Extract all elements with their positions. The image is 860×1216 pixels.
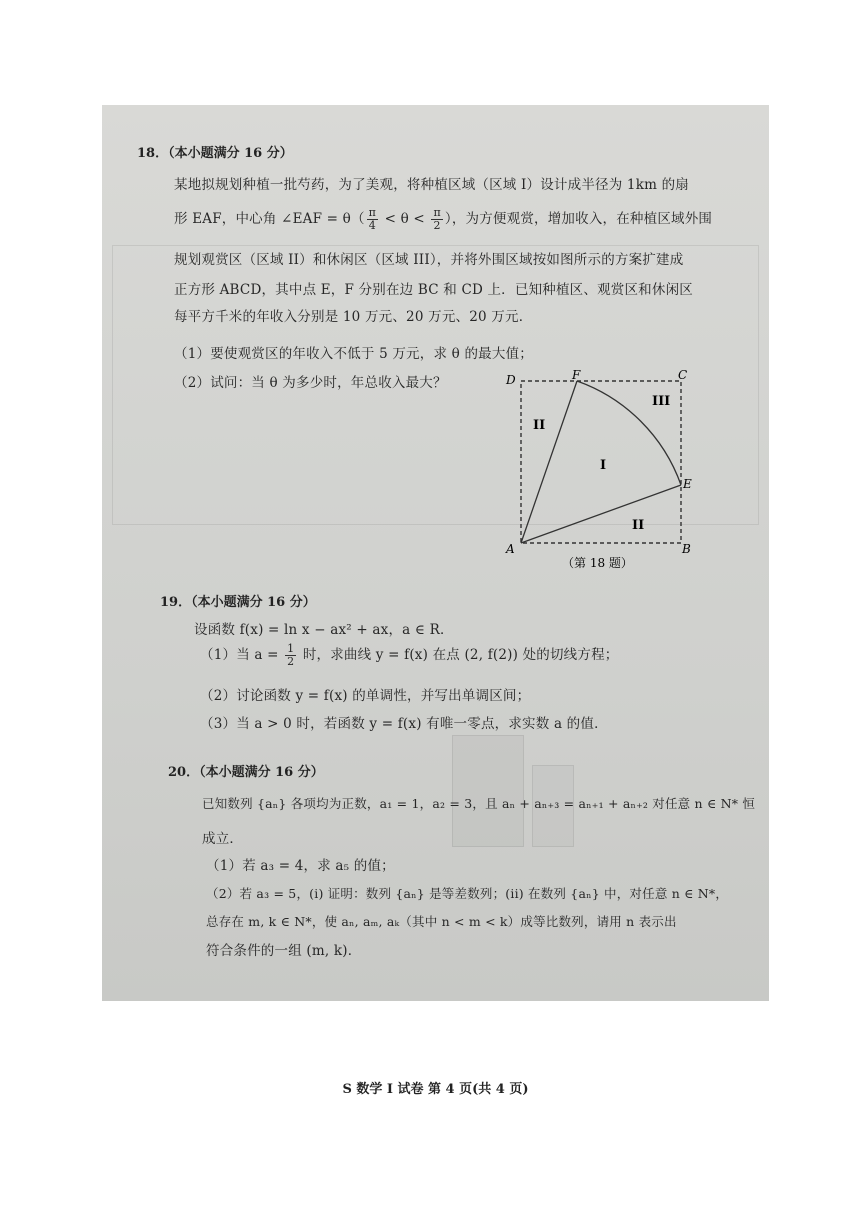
q18-line2-pre: 形 EAF，中心角 ∠EAF = θ（: [174, 211, 365, 227]
label-d: D: [506, 373, 516, 387]
q18-frac-pi-2: [431, 207, 442, 232]
frac-denominator: 2: [433, 219, 441, 232]
page-footer: S 数学 I 试卷 第 4 页(共 4 页): [342, 1082, 529, 1097]
segment-af: [521, 381, 577, 543]
q20-part2-line3: 符合条件的一组 (m, k)．: [206, 943, 362, 959]
frac-numerator: π: [368, 206, 377, 219]
frac-numerator: π: [433, 206, 441, 219]
frac-denominator: 4: [368, 219, 376, 232]
q18-part2: （2）试问：当 θ 为多少时，年总收入最大？: [174, 375, 447, 391]
segment-ae: [521, 485, 681, 543]
q18-frac-pi-4: [367, 207, 378, 232]
label-e: E: [683, 477, 692, 491]
q18-line2: [174, 207, 712, 232]
q19-frac-1-2: [285, 643, 296, 668]
q20-line1: 已知数列 {aₙ} 各项均为正数，a₁ = 1，a₂ = 3，且 aₙ + aₙ₊₃ = aₙ₊₁ + aₙ₊₂ 对任意 n ∈ N* 恒: [202, 796, 756, 811]
q19-part1: [200, 643, 618, 668]
region-ii-left: II: [533, 418, 546, 433]
region-ii-bottom: II: [632, 518, 645, 533]
q20-part2-line2: 总存在 m, k ∈ N*，使 aₙ, aₘ, aₖ（其中 n < m < k）成等比数列，请用 n 表示出: [206, 914, 677, 929]
q19-part1-post: 时，求曲线 y = f(x) 在点 (2, f(2)) 处的切线方程；: [298, 647, 619, 663]
q20-part2-line1: （2）若 a₃ = 5，(i) 证明：数列 {aₙ} 是等差数列；(ii) 在数列 {aₙ} 中，对任意 n ∈ N*，: [206, 886, 729, 901]
region-iii: III: [652, 394, 671, 409]
q18-part1: （1）要使观赏区的年收入不低于 5 万元，求 θ 的最大值；: [174, 346, 533, 362]
q18-figure: [502, 367, 702, 572]
q20-part1: （1）若 a₃ = 4，求 a₅ 的值；: [206, 858, 395, 874]
q19-part1-pre: （1）当 a =: [200, 647, 284, 663]
q18-header: 18．（本小题满分 16 分）: [137, 146, 293, 161]
figure-caption: （第 18 题）: [562, 556, 633, 570]
frac-denominator: 2: [287, 655, 295, 668]
frac-numerator: 1: [287, 642, 295, 655]
q20-line2: 成立．: [202, 831, 244, 847]
q18-line3: 规划观赏区（区域 II）和休闲区（区域 III），并将外围区域按如图所示的方案扩建成: [174, 252, 684, 268]
q18-line2-mid: < θ <: [380, 211, 430, 227]
label-a: A: [506, 542, 515, 556]
q19-part3: （3）当 a > 0 时，若函数 y = f(x) 有唯一零点，求实数 a 的值．: [200, 716, 608, 732]
q18-line4: 正方形 ABCD，其中点 E，F 分别在边 BC 和 CD 上．已知种植区、观赏区和休闲区: [174, 282, 693, 298]
exam-page-photo: [102, 105, 769, 1097]
label-b: B: [682, 542, 691, 556]
label-f: F: [572, 368, 581, 382]
bleed-through-chart: [452, 735, 524, 847]
q18-line2-post: ），为方便观赏，增加收入，在种植区域外围: [444, 211, 713, 227]
q19-header: 19．（本小题满分 16 分）: [160, 595, 316, 610]
q18-line1: 某地拟规划种植一批芍药，为了美观，将种植区域（区域 I）设计成半径为 1km 的扇: [174, 177, 689, 193]
label-c: C: [678, 368, 688, 382]
q19-part2: （2）讨论函数 y = f(x) 的单调性，并写出单调区间；: [200, 688, 531, 704]
q20-header: 20．（本小题满分 16 分）: [168, 765, 324, 780]
q19-intro: 设函数 f(x) = ln x − ax² + ax，a ∈ R．: [194, 622, 454, 638]
q18-line5: 每平方千米的年收入分别是 10 万元、20 万元、20 万元．: [174, 309, 533, 325]
region-i: I: [600, 458, 607, 473]
